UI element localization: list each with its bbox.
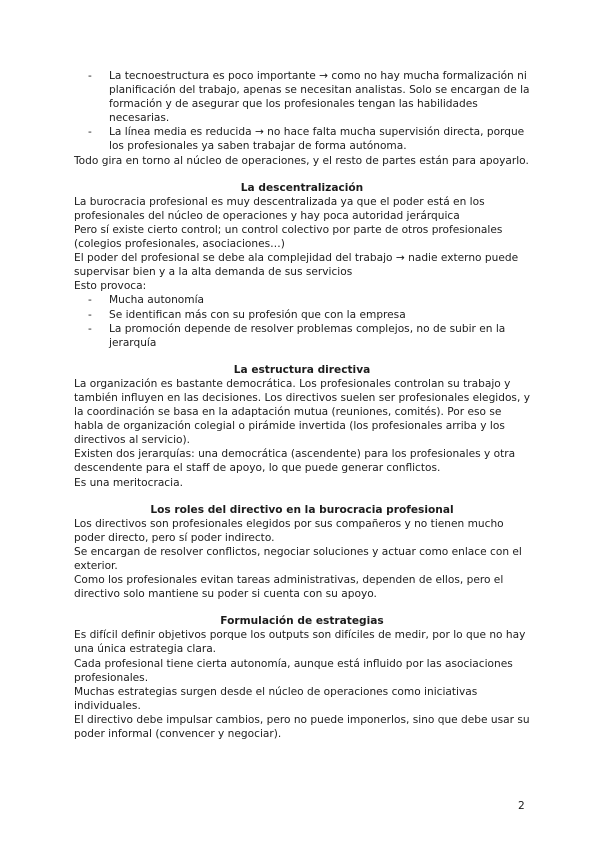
estructura-p2: Existen dos jerarquías: una democrática (ascendente) para los profesionales y otra descendente para el staff de apoyo, lo que puede generar conflictos. bbox=[74, 448, 516, 475]
heading-roles-directivo: Los roles del directivo en la burocracia profesional bbox=[150, 503, 454, 516]
heading-formulacion-estrategias: Formulación de estrategias bbox=[220, 615, 384, 628]
estrategias-p2: Cada profesional tiene cierta autonomía, aunque está influido por las asociaciones profesionales. bbox=[74, 657, 513, 684]
descentralizacion-bullet-3 bbox=[74, 322, 530, 350]
descentralizacion-bullet-1-text: Mucha autonomía bbox=[109, 294, 205, 307]
estrategias-p1: Es difícil definir objetivos porque los outputs son difíciles de medir, por lo que no hay una única estrategia clara. bbox=[74, 629, 526, 656]
heading-descentralizacion: La descentralización bbox=[240, 181, 364, 194]
intro-bullet-1-text: La tecnoestructura es poco importante → como no hay mucha formalización ni planificación del trabajo, apenas se necesitan analistas. Solo se encargan de la formación y de asegurar que los profesionales tengan las habilidades necesarias. bbox=[109, 70, 530, 125]
document-body bbox=[74, 69, 530, 741]
heading-estructura-directiva: La estructura directiva bbox=[233, 363, 371, 376]
descentralizacion-bullet-3-text: La promoción depende de resolver problemas complejos, no de subir en la jerarquía bbox=[109, 322, 506, 349]
bullet-dash: - bbox=[88, 322, 92, 335]
descentralizacion-p3: El poder del profesional se debe ala complejidad del trabajo → nadie externo puede supervisar bien y a la alta demanda de sus servicios bbox=[74, 252, 519, 279]
intro-summary: Todo gira en torno al núcleo de operaciones, y el resto de partes están para apoyarlo. bbox=[74, 154, 529, 167]
descentralizacion-p2: Pero sí existe cierto control; un control colectivo por parte de otros profesionales (colegios profesionales, asociaciones…) bbox=[74, 223, 503, 251]
descentralizacion-p4: Esto provoca: bbox=[74, 280, 147, 293]
estrategias-p4: El directivo debe impulsar cambios, pero no puede imponerlos, sino que debe usar su poder informal (convencer y negociar). bbox=[74, 713, 530, 741]
bullet-dash: - bbox=[88, 308, 92, 321]
roles-p1: Los directivos son profesionales elegidos por sus compañeros y no tienen mucho poder directo, pero sí poder indirecto. bbox=[74, 517, 504, 544]
roles-p3: Como los profesionales evitan tareas administrativas, dependen de ellos, pero el directivo solo mantiene su poder si cuenta con su apoyo. bbox=[74, 574, 504, 601]
bullet-dash: - bbox=[88, 294, 92, 307]
intro-bullet-2 bbox=[74, 125, 530, 153]
page-number: 2 bbox=[518, 800, 525, 812]
intro-bullet-1 bbox=[74, 69, 530, 125]
descentralizacion-p1: La burocracia profesional es muy descentralizada ya que el poder está en los profesionales del núcleo de operaciones y hay poca autoridad jerárquica bbox=[74, 195, 485, 222]
estrategias-p3: Muchas estrategias surgen desde el núcleo de operaciones como iniciativas individuales. bbox=[74, 685, 478, 712]
estructura-p3: Es una meritocracia. bbox=[74, 476, 183, 489]
descentralizacion-bullet-2-text: Se identifican más con su profesión que con la empresa bbox=[109, 308, 406, 321]
bullet-dash: - bbox=[88, 70, 92, 82]
bullet-dash: - bbox=[88, 126, 92, 139]
roles-p2: Se encargan de resolver conflictos, negociar soluciones y actuar como enlace con el exterior. bbox=[74, 545, 522, 572]
descentralizacion-bullet-1 bbox=[74, 293, 530, 307]
estructura-p1: La organización es bastante democrática. Los profesionales controlan su trabajo y también influyen en las decisiones. Los directivos suelen ser profesionales elegidos, y la coordinación se basa en la adaptación mutua (reuniones, comités). Por eso se habla de organización colegial o pirámide invertida (los profesionales arriba y los directivos al servicio). bbox=[74, 377, 530, 447]
descentralizacion-bullet-2 bbox=[74, 308, 530, 322]
intro-bullet-2-text: La línea media es reducida → no hace falta mucha supervisión directa, porque los profesionales ya saben trabajar de forma autónoma. bbox=[109, 126, 525, 153]
